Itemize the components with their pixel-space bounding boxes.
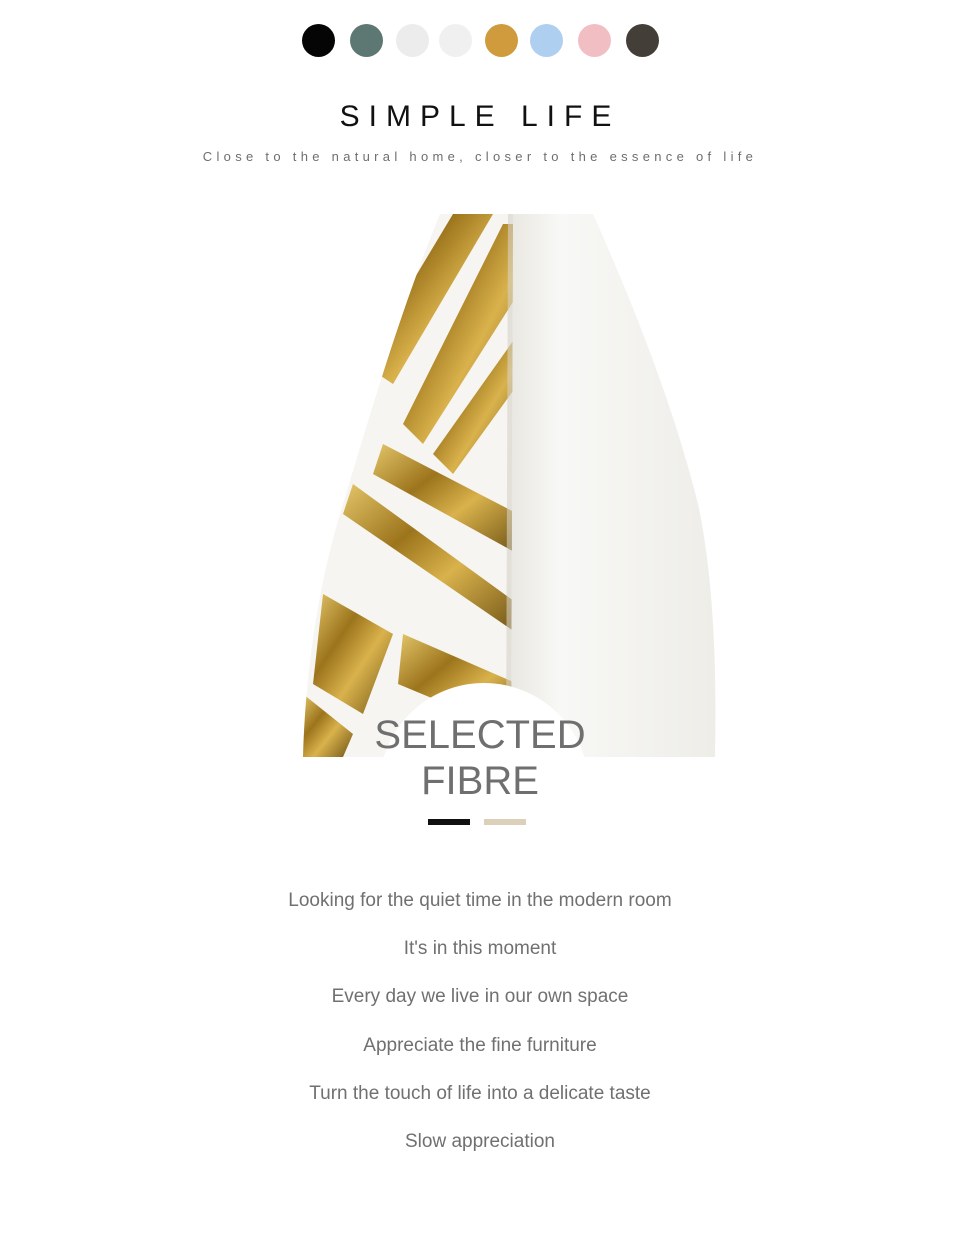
section-title-line2: FIBRE: [421, 759, 539, 803]
section-title-line1: SELECTED: [374, 713, 586, 757]
color-swatch-dark-brown[interactable]: [626, 24, 659, 57]
poem-line: Every day we live in our own space: [331, 986, 629, 1008]
color-swatch-off-white[interactable]: [439, 24, 472, 57]
color-swatch-slate-green[interactable]: [350, 24, 383, 57]
page-subtitle: Close to the natural home, closer to the essence of life: [202, 149, 758, 164]
poem-line: Slow appreciation: [405, 1130, 555, 1152]
poem-line: It's in this moment: [403, 938, 557, 960]
color-swatch-black[interactable]: [302, 24, 335, 57]
poem-line: Turn the touch of life into a delicate taste: [309, 1082, 651, 1104]
color-swatch-mustard[interactable]: [485, 24, 518, 57]
page-title: SIMPLE LIFE: [339, 100, 621, 133]
poem-line: Appreciate the fine furniture: [363, 1034, 597, 1056]
color-swatch-row: [0, 24, 960, 58]
poem-line: Looking for the quiet time in the modern room: [288, 890, 672, 911]
section-title: [0, 712, 960, 804]
poem-text: [0, 886, 960, 1175]
color-swatch-blush-pink[interactable]: [578, 24, 611, 57]
color-swatch-light-grey[interactable]: [396, 24, 429, 57]
color-swatch-sky-blue[interactable]: [530, 24, 563, 57]
product-photo: [303, 214, 717, 757]
accent-bar-beige: [484, 819, 526, 825]
accent-bar-dark: [428, 819, 470, 825]
